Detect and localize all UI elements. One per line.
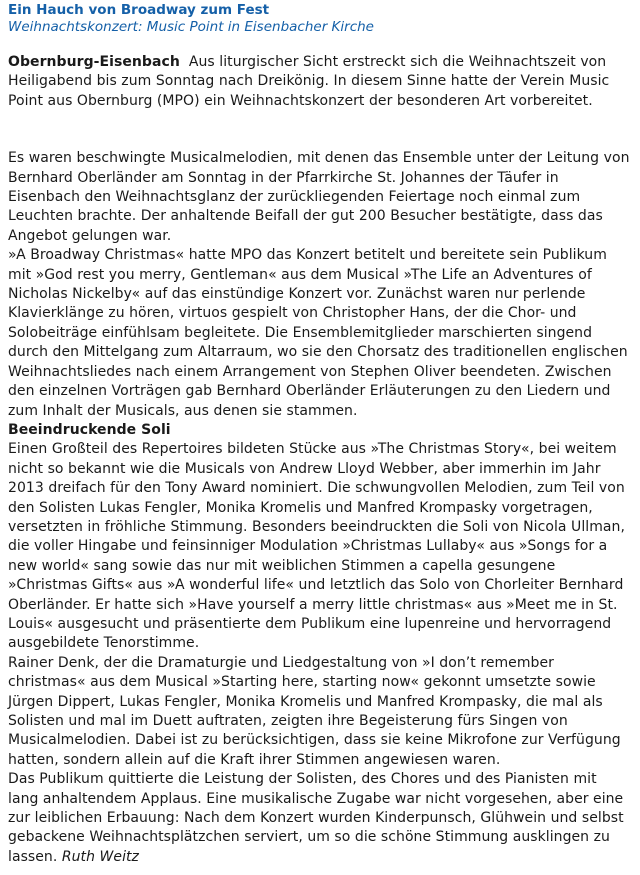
section-subhead: Beeindruckende Soli <box>8 421 171 438</box>
body-paragraph: Rainer Denk, der die Dramaturgie und Liedgestaltung von »I don’t remember christmas« aus dem Musical »Starting here, starting now« gekonnt umsetzte sowie Jürgen Dippert, Lukas Fengler, Monika Kromelis und Manfred Krompasky, die mal als Solisten und mal im Duett auftraten, zeigten ihre Begeisterung fürs Singen von Musicalmelodien. Dabei ist zu berücksichtigen, dass sie keine Mikrofone zur Verfügung hatten, sondern allein auf die Kraft ihrer Stimmen angewiesen waren. <box>8 654 621 768</box>
closing-paragraph <box>8 770 630 867</box>
author-byline: Ruth Weitz <box>61 848 139 865</box>
article-lead <box>8 53 630 111</box>
closing-text: Das Publikum quittierte die Leistung der Solisten, des Chores und des Pianisten mit lang anhaltendem Applaus. Eine musikalische Zugabe war nicht vorgesehen, aber eine zur leiblichen Erbauung: Nach dem Konzert wurden Kinderpunsch, Glühwein und selbst gebackene Weihnachtsplätzchen serviert, um so die schöne Stimmung ausklingen zu lassen. <box>8 771 624 865</box>
article-headline: Ein Hauch von Broadway zum Fest <box>8 2 270 18</box>
lead-text: Aus liturgischer Sicht erstreckt sich die Weihnachtszeit von Heiligabend bis zum Sonntag nach Dreikönig. In diesem Sinne hatte der Verein Music Point aus Obernburg (MPO) ein Weihnachtskonzert der besonderen Art vorbereitet. <box>8 54 610 109</box>
body-paragraph: »A Broadway Christmas« hatte MPO das Konzert betitelt und bereitete sein Publikum mit »God rest you merry, Gentleman« aus dem Musical »The Life an Adventures of Nicholas Nickelby« auf das einstündige Konzert vor. Zunächst waren nur perlende Klavierklänge zu hören, virtuos gespielt von Christopher Hans, der die Chor- und Solobeiträge einfühlsam begleitete. Die Ensemblemitglieder marschierten singend durch den Mittelgang zum Altarraum, wo sie den Chorsatz des traditionellen englischen Weihnachtsliedes nach einem Arrangement von Stephen Oliver beendeten. Zwischen den einzelnen Vorträgen gab Bernhard Oberländer Erläuterungen zu den Liedern und zum Inhalt der Musicals, aus denen sie stammen. <box>8 247 628 419</box>
body-paragraph: Es waren beschwingte Musicalmelodien, mit denen das Ensemble unter der Leitung von Bernhard Oberländer am Sonntag in der Pfarrkirche St. Johannes der Täufer in Eisenbach den Weihnachtsglanz der zurückliegenden Feiertage noch einmal zum Leuchten brachte. Der anhaltende Beifall der gut 200 Besucher bestätigte, dass das Angebot gelungen war. <box>8 150 630 244</box>
body-paragraph: Einen Großteil des Repertoires bildeten Stücke aus »The Christmas Story«, bei weitem nicht so bekannt wie die Musicals von Andrew Lloyd Webber, aber immerhin im Jahr 2013 dreifach für den Tony Award nominiert. Die schwungvollen Melodien, zum Teil von den Solisten Lukas Fengler, Monika Kromelis und Manfred Krompasky vorgetragen, versetzten in fröhliche Stimmung. Besonders beeindruckten die Soli von Nicola Ullman, die voller Hingabe und feinsinniger Modulation »Christmas Lullaby« aus »Songs for a new world« sang sowie das nur mit weiblichen Stimmen a capella gesungene »Christmas Gifts« aus »A wonderful life« und letztlich das Solo von Chorleiter Bernhard Oberländer. Er hatte sich »Have yourself a merry little christmas« aus »Meet me in St. Louis« ausgesucht und präsentierte dem Publikum eine lupenreine und hervorragend ausgebildete Tenorstimme. <box>8 441 625 652</box>
article-subheadline: Weihnachtskonzert: Music Point in Eisenbacher Kirche <box>8 19 374 35</box>
dateline-location: Obernburg-Eisenbach <box>8 54 180 70</box>
